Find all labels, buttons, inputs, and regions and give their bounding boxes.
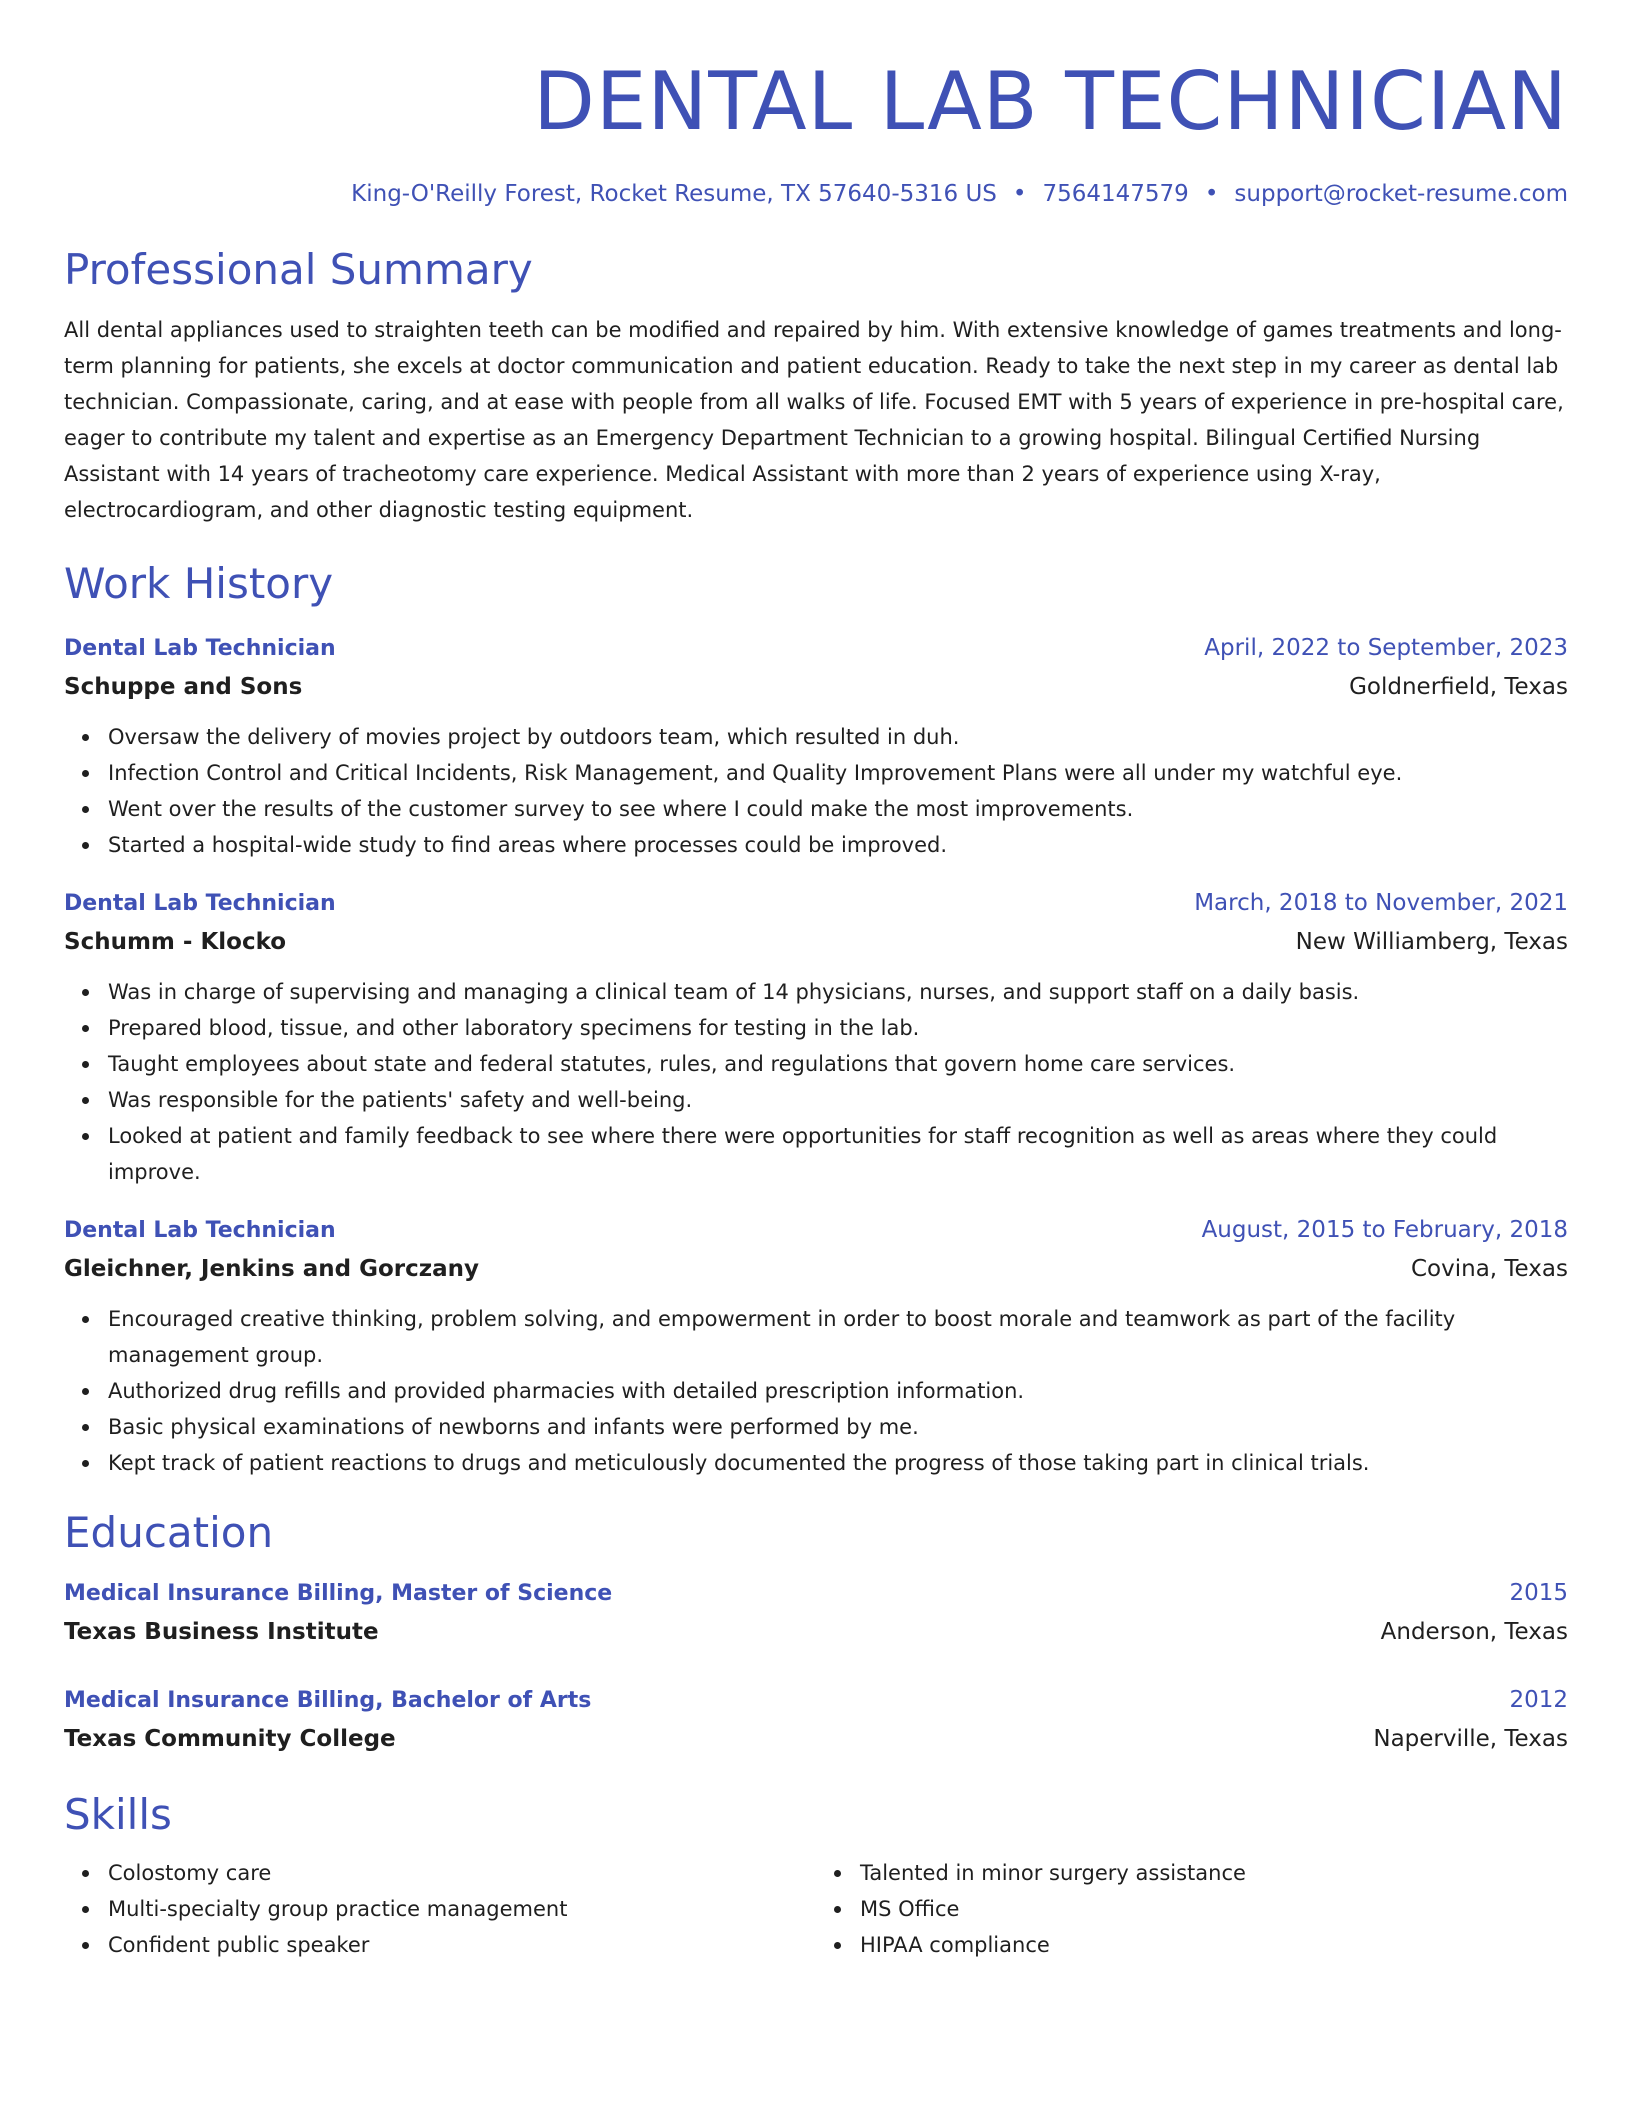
education-school: Texas Community College [64,1726,396,1752]
skill-item: Colostomy care [108,1855,816,1891]
job-bullet: Authorized drug refills and provided pharmacies with detailed prescription information. [108,1373,1568,1409]
job-location: Goldnerfield, Texas [1349,674,1568,700]
job-bullet: Went over the results of the customer survey to see where I could make the most improvements. [108,791,1568,827]
contact-line [64,178,1568,210]
education-school: Texas Business Institute [64,1619,379,1645]
job-location: Covina, Texas [1410,1256,1568,1282]
job-company: Schuppe and Sons [64,674,303,700]
job-role: Dental Lab Technician [64,636,336,661]
candidate-title: DENTAL LAB TECHNICIAN [533,55,1568,148]
job-bullet: Taught employees about state and federal statutes, rules, and regulations that govern home care services. [108,1046,1568,1082]
job-bullets [64,974,1568,1190]
skill-item: Multi-specialty group practice management [108,1891,816,1927]
job-location: New Williamberg, Texas [1295,929,1568,955]
job-bullet: Looked at patient and family feedback to see where there were opportunities for staff recognition as well as areas where they could improve. [108,1118,1568,1190]
education-heading: Education [64,1508,274,1557]
skill-item: Confident public speaker [108,1927,816,1963]
contact-phone: 7564147579 [1042,181,1189,207]
job-bullets [64,719,1568,863]
summary-section [64,244,1568,528]
job-company: Schumm - Klocko [64,929,287,955]
job-bullet: Encouraged creative thinking, problem solving, and empowerment in order to boost morale and teamwork as part of the facility management group. [108,1301,1568,1373]
contact-address: King-O'Reilly Forest, Rocket Resume, TX 57640-5316 US [351,181,997,207]
job-bullets [64,1301,1568,1481]
education-entry [64,1575,1568,1652]
education-entry [64,1682,1568,1759]
work-history-heading: Work History [64,559,334,608]
skills-column-left [64,1855,816,1963]
contact-separator: • [1204,181,1219,207]
resume-header [64,0,1568,210]
skills-grid [64,1855,1568,1963]
education-degree: Medical Insurance Billing, Bachelor of Arts [64,1688,592,1713]
job-bullet: Prepared blood, tissue, and other laboratory specimens for testing in the lab. [108,1010,1568,1046]
education-year: 2012 [1509,1687,1568,1713]
skill-item: MS Office [860,1891,1568,1927]
job-role: Dental Lab Technician [64,891,336,916]
skill-item: Talented in minor surgery assistance [860,1855,1568,1891]
job-dates: April, 2022 to September, 2023 [1204,635,1568,661]
skill-item: HIPAA compliance [860,1927,1568,1963]
job-bullet: Oversaw the delivery of movies project by outdoors team, which resulted in duh. [108,719,1568,755]
job-bullet: Basic physical examinations of newborns and infants were performed by me. [108,1409,1568,1445]
job-bullet: Was in charge of supervising and managing a clinical team of 14 physicians, nurses, and support staff on a daily basis. [108,974,1568,1010]
job-entry [64,885,1568,1190]
job-bullet: Kept track of patient reactions to drugs and meticulously documented the progress of those taking part in clinical trials. [108,1445,1568,1481]
job-role: Dental Lab Technician [64,1218,336,1243]
job-bullet: Infection Control and Critical Incidents, Risk Management, and Quality Improvement Plans were all under my watchful eye. [108,755,1568,791]
job-entry [64,630,1568,863]
job-dates: March, 2018 to November, 2021 [1194,890,1568,916]
job-dates: August, 2015 to February, 2018 [1201,1217,1568,1243]
contact-email: support@rocket-resume.com [1234,181,1568,207]
job-company: Gleichner, Jenkins and Gorczany [64,1256,480,1282]
summary-heading: Professional Summary [64,245,533,294]
skills-section [64,1789,1568,1963]
education-section [64,1507,1568,1759]
job-bullet: Started a hospital-wide study to find areas where processes could be improved. [108,827,1568,863]
education-location: Naperville, Texas [1373,1726,1568,1752]
job-bullet: Was responsible for the patients' safety and well-being. [108,1082,1568,1118]
work-history-section [64,558,1568,1481]
job-entry [64,1212,1568,1481]
summary-text: All dental appliances used to straighten teeth can be modified and repaired by him. With extensive knowledge of games treatments and long-term planning for patients, she excels at doctor communication and patient education. Ready to take the next step in my career as dental lab technician. Compassionate, caring, and at ease with people from all walks of life. Focused EMT with 5 years of experience in pre-hospital care, eager to contribute my talent and expertise as an Emergency Department Technician to a growing hospital. Bilingual Certified Nursing Assistant with 14 years of tracheotomy care experience. Medical Assistant with more than 2 years of experience using X-ray, electrocardiogram, and other diagnostic testing equipment. [64,318,1564,522]
education-location: Anderson, Texas [1380,1619,1568,1645]
education-year: 2015 [1509,1580,1568,1606]
contact-separator: • [1012,181,1027,207]
skills-heading: Skills [64,1790,172,1839]
education-degree: Medical Insurance Billing, Master of Science [64,1581,613,1606]
skills-column-right [816,1855,1568,1963]
